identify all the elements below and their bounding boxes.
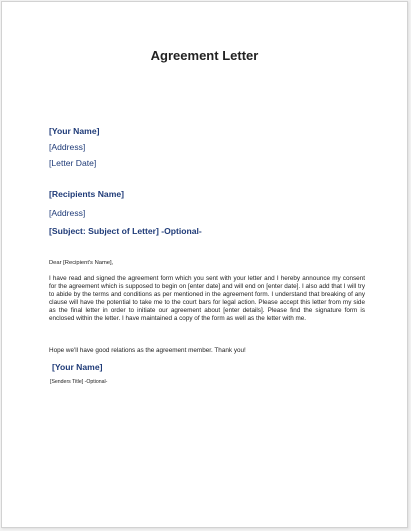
recipient-address: [Address] (49, 208, 86, 218)
salutation: Dear [Recipient's Name], (49, 260, 114, 266)
signature-name: [Your Name] (52, 362, 103, 372)
subject-line: [Subject: Subject of Letter] -Optional- (49, 226, 202, 236)
recipient-block (49, 186, 124, 221)
document-title: Agreement Letter (150, 48, 259, 63)
sender-address: [Address] (49, 142, 86, 152)
sender-name: [Your Name] (49, 126, 100, 136)
letter-page (1, 1, 408, 528)
letter-body: I have read and signed the agreement form which you sent with your letter and I hereby announce my consent for the agreement which is supposed to begin on [enter date] and will end on [enter date]. I also add that I will try to abide by the terms and conditions as per mentioned in the agreement form. I understand that breaking of any clause will have the potential to take me to the court bars for legal action. Please accept this letter from my side as the final letter in order to initiate our agreement about [enter details]. Please find the signature form is enclosed within the letter. I have maintained a copy of the form as well as the letter with me. (49, 275, 365, 323)
closing-line: Hope we'll have good relations as the agreement member. Thank you! (49, 347, 246, 354)
signature-title: [Senders Title] -Optional- (50, 379, 108, 385)
letter-date: [Letter Date] (49, 158, 97, 168)
recipient-name: [Recipients Name] (49, 189, 124, 199)
sender-block (49, 123, 99, 171)
